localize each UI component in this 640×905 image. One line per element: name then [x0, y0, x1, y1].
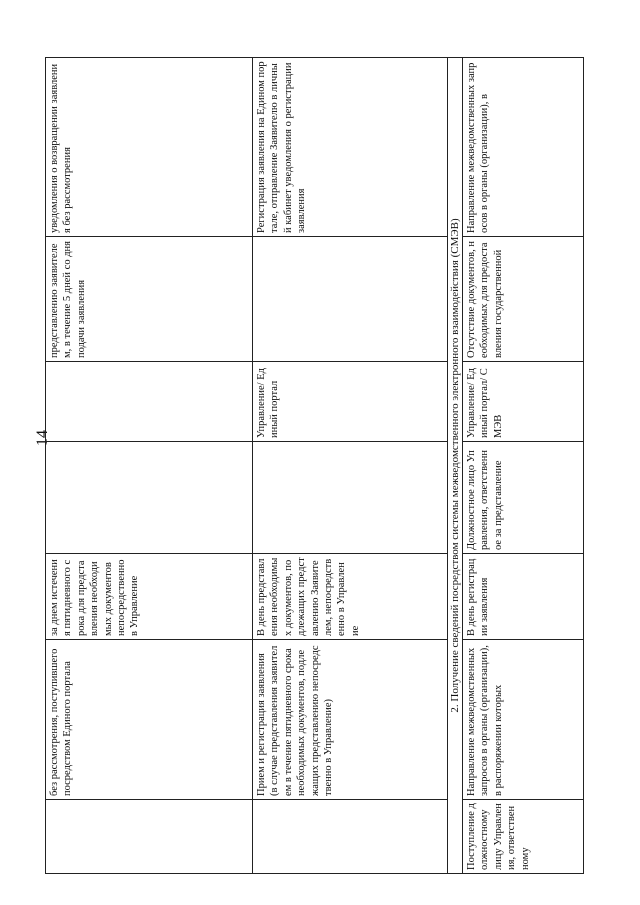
table-cell: Прием и регистрация заявления (в случае представления заявителем в течение пятидневного срока необходимых документов, подлежащих представлению непосредственно в Управление) [253, 640, 448, 800]
table-cell: без рассмотрения, поступившего посредством Единого портала [46, 640, 253, 800]
table-cell: В день регистрации заявления [463, 554, 584, 640]
table-row [253, 58, 448, 874]
table-cell [46, 800, 253, 874]
table-row [463, 58, 584, 874]
table-cell: В день представления необходимых документов, подлежащих представлению Заявителем, непосредственно в Управление [253, 554, 448, 640]
table-cell [46, 362, 253, 442]
rotated-table-wrapper [45, 58, 595, 874]
table-cell: уведомления о возвращении заявления без рассмотрения [46, 58, 253, 237]
section-heading: 2. Получение сведений посредством системы межведомственного электронного взаимодействия (СМЭВ) [448, 58, 463, 874]
process-table [45, 57, 584, 874]
table-row [46, 58, 253, 874]
table-section-row [448, 58, 463, 874]
table-cell: Направление межведомственных запросов в органы (организации), в распоряжении которых [463, 640, 584, 800]
table-cell: Отсутствие документов, необходимых для предоставления государственной [463, 237, 584, 362]
table-cell [253, 800, 448, 874]
table-cell: Управление/ Единый портал/ СМЭВ [463, 362, 584, 442]
table-cell [46, 442, 253, 554]
table-cell [253, 237, 448, 362]
table-cell [253, 442, 448, 554]
table-cell: представлению заявителем, в течение 5 дней со дня подачи заявления [46, 237, 253, 362]
table-cell: за днем истечения пятидневного срока для представления необходимых документов непосредственно в Управление [46, 554, 253, 640]
table-cell: Должностное лицо Управления, ответственное за представление [463, 442, 584, 554]
table-cell: Управление/ Единый портал [253, 362, 448, 442]
table-cell: Поступление должностному лицу Управления, ответственному [463, 800, 584, 874]
page-number: 14 [34, 430, 51, 446]
table-cell: Регистрация заявления на Едином портале, отправление Заявителю в личный кабинет уведомления о регистрации заявления [253, 58, 448, 237]
table-cell: Направление межведомственных запросов в органы (организации), в [463, 58, 584, 237]
